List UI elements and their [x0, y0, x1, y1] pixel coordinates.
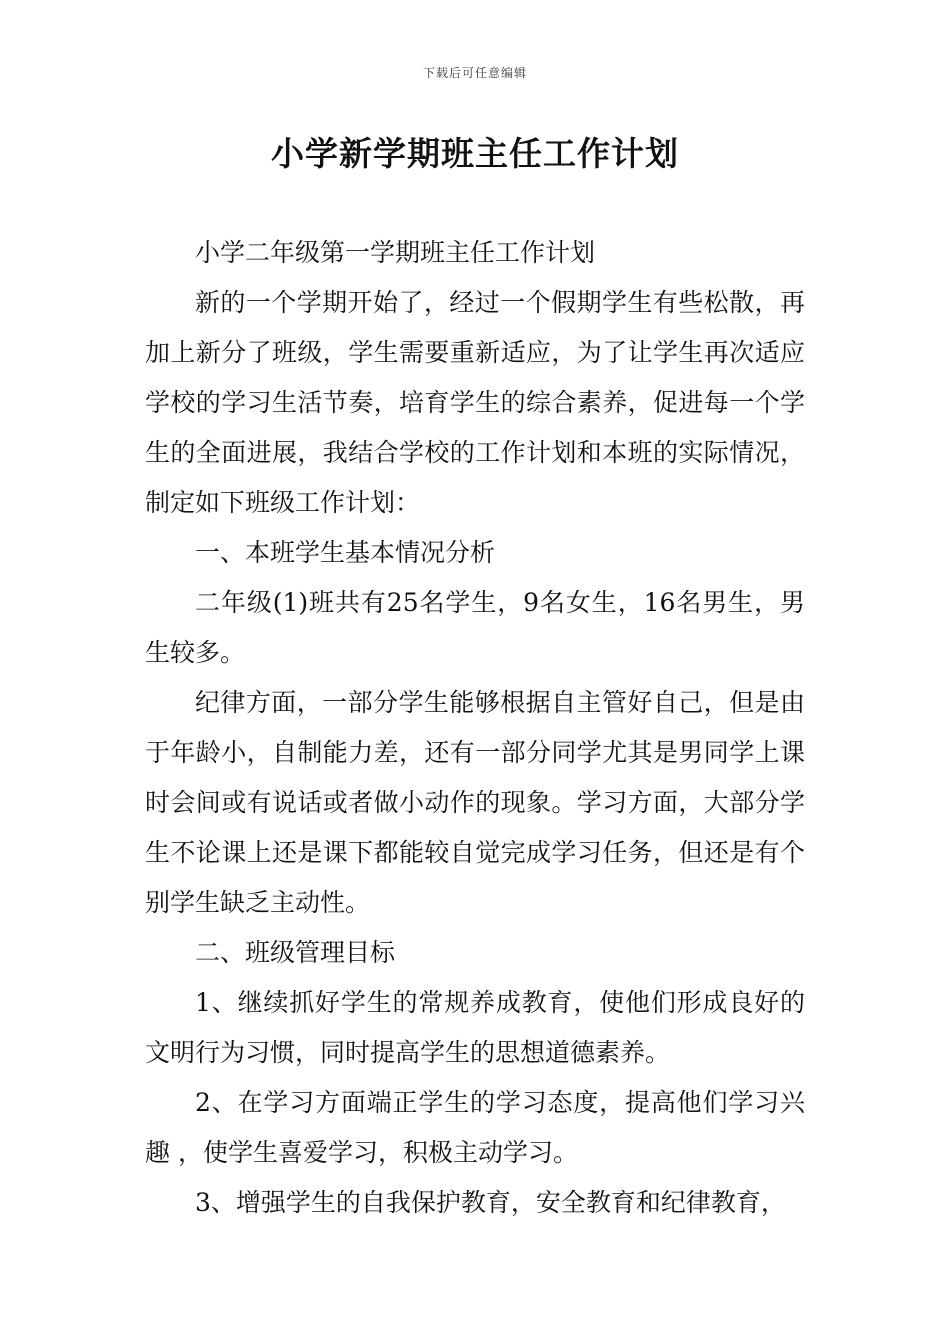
goal-item-2: 2、在学习方面端正学生的学习态度，提高他们学习兴趣 ，使学生喜爱学习，积极主动学习。	[145, 1088, 805, 1167]
section-heading-2: 二、班级管理目标	[195, 938, 396, 967]
document-title: 小学新学期班主任工作计划	[271, 134, 679, 173]
paragraph-class-count: 二年级(1)班共有25名学生，9名女生，16名男生，男生较多。	[145, 588, 805, 667]
goal-item-1: 1、继续抓好学生的常规养成教育，使他们形成良好的文明行为习惯，同时提高学生的思想道德素养。	[145, 988, 805, 1067]
section-heading-1: 一、本班学生基本情况分析	[195, 538, 496, 567]
paragraph-intro: 新的一个学期开始了，经过一个假期学生有些松散，再加上新分了班级，学生需要重新适应，为了让学生再次适应学校的学习生活节奏，培育学生的综合素养，促进每一个学生的全面进展，我结合学校的工作计划和本班的实际情况，制定如下班级工作计划：	[145, 288, 805, 517]
paragraph-subtitle: 小学二年级第一学期班主任工作计划	[195, 238, 596, 267]
page-header-note: 下载后可任意编辑	[422, 66, 527, 80]
goal-item-3: 3、增强学生的自我保护教育，安全教育和纪律教育，	[195, 1188, 786, 1217]
paragraph-discipline: 纪律方面，一部分学生能够根据自主管好自己，但是由于年龄小，自制能力差，还有一部分同学尤其是男同学上课时会间或有说话或者做小动作的现象。学习方面，大部分学生不论课上还是课下都能较自觉完成学习任务，但还是有个别学生缺乏主动性。	[145, 688, 805, 917]
document-body	[145, 228, 805, 1228]
